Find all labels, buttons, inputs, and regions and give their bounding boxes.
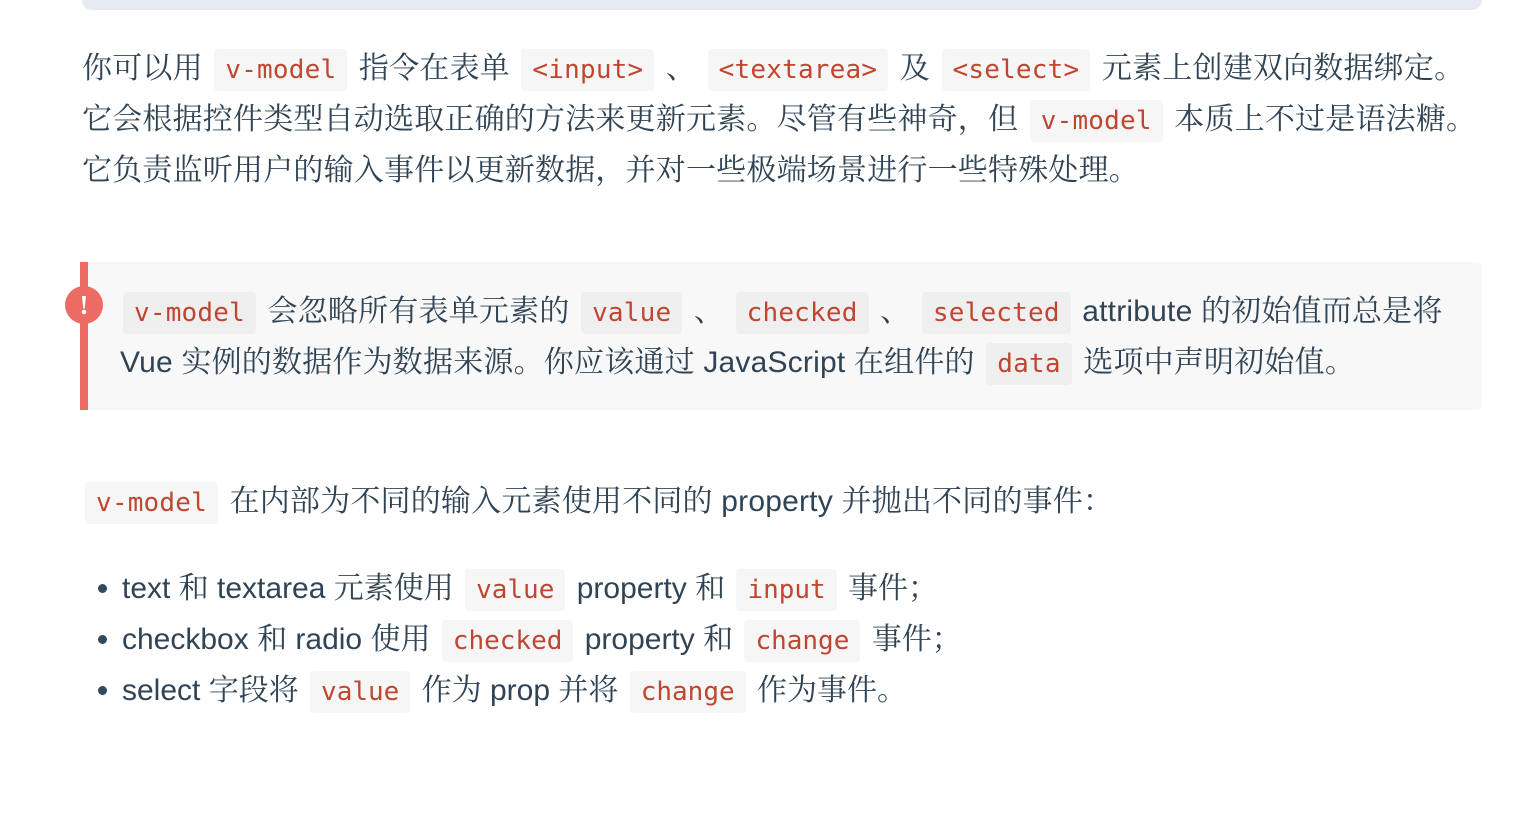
inline-code: v-model <box>85 482 218 524</box>
inline-code: change <box>630 671 746 713</box>
warning-icon: ! <box>65 286 103 324</box>
inline-code: v-model <box>123 292 256 334</box>
callout-text: v-model 会忽略所有表单元素的 value 、 checked 、 selected attribute 的初始值而总是将 Vue 实例的数据作为数据来源。你应该通过 JavaScript 在组件的 data 选项中声明初始值。 <box>120 286 1448 388</box>
inline-code: change <box>744 620 860 662</box>
warning-callout <box>80 262 1482 410</box>
list-item: text 和 textarea 元素使用 value property 和 input 事件； <box>122 563 1482 614</box>
intro-paragraph: 你可以用 v-model 指令在表单 <input> 、 <textarea> 及 <select> 元素上创建双向数据绑定。它会根据控件类型自动选取正确的方法来更新元素。尽管有些神奇，但 v-model 本质上不过是语法糖。它负责监听用户的输入事件以更新数据，并对一些极端场景进行一些特殊处理。 <box>82 43 1482 196</box>
inline-code: v-model <box>1030 100 1163 142</box>
inline-code: checked <box>736 292 869 334</box>
inline-code: input <box>736 569 836 611</box>
inline-code: v-model <box>214 49 347 91</box>
inline-code: checked <box>442 620 574 662</box>
list-item: select 字段将 value 作为 prop 并将 change 作为事件。 <box>122 665 1482 716</box>
inline-code: value <box>465 569 565 611</box>
inline-code: data <box>986 343 1071 385</box>
inline-code: <input> <box>521 49 654 91</box>
inline-code: <textarea> <box>708 49 889 91</box>
code-block-bottom-edge <box>82 0 1482 10</box>
props-events-list <box>82 563 1482 716</box>
inline-code: value <box>310 671 410 713</box>
list-item: checkbox 和 radio 使用 checked property 和 change 事件； <box>122 614 1482 665</box>
lead-paragraph: v-model 在内部为不同的输入元素使用不同的 property 并抛出不同的事件： <box>82 476 1482 527</box>
inline-code: <select> <box>942 49 1091 91</box>
inline-code: value <box>581 292 682 334</box>
inline-code: selected <box>922 292 1071 334</box>
doc-content <box>79 43 1482 716</box>
